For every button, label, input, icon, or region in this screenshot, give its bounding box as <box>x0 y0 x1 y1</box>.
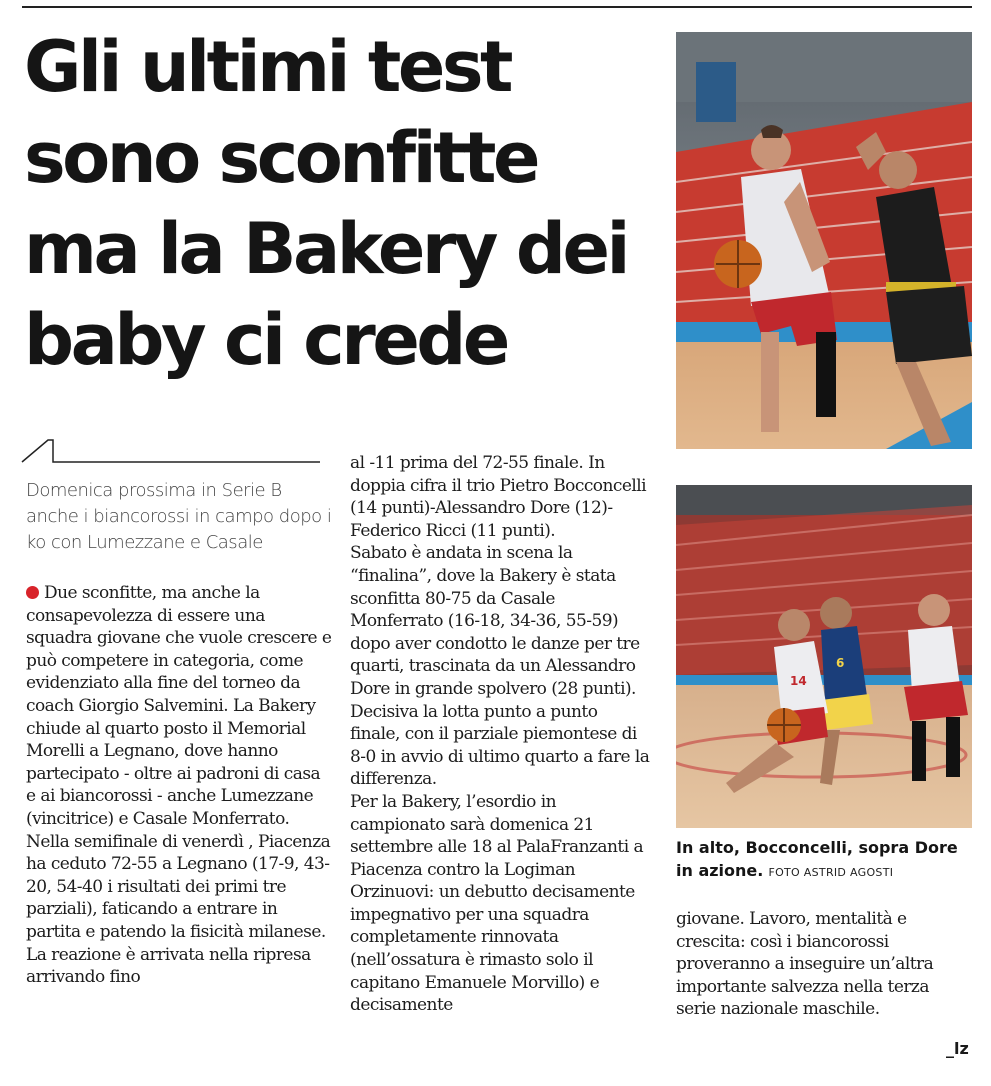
author-signature: _lz <box>946 1039 969 1058</box>
top-rule <box>22 6 972 8</box>
jersey-number-6: 6 <box>836 656 845 670</box>
body-paragraph: Sabato è andata in scena la “finalina”, dove la Bakery è stata sconfitta 80-75 da Casale Monferrato (16-18, 34-36, 55-59) dopo aver condotto le danze per tre quarti, trascinata da un Alessandro Dore in grande spolvero (28 punti). Decisiva la lotta punto a punto finale, con il parziale piemontese di 8-0 in avvio di ultimo quarto a fare la differenza. <box>350 543 650 790</box>
article-summary: Domenica prossima in Serie B anche i biancorossi in campo dopo i ko con Lumezzane e Casale <box>26 480 332 553</box>
photo-dore <box>676 485 972 828</box>
headline: Gli ultimi test sono sconfitte ma la Bakery dei baby ci crede <box>24 26 627 381</box>
body-paragraph: giovane. Lavoro, mentalità e crescita: così i biancorossi proveranno a inseguire un’altra importante salvezza nella terza serie nazionale maschile. <box>676 909 934 1020</box>
body-paragraph: Nella semifinale di venerdì , Piacenza ha ceduto 72-55 a Legnano (17-9, 43-20, 54-40 i risultati dei primi tre parziali), faticando a entrare in partita e patendo la fisicità milanese. La reazione è arrivata nella ripresa arrivando fino <box>26 831 331 988</box>
body-paragraph: Due sconfitte, ma anche la consapevolezza di essere una squadra giovane che vuole crescere e può competere in categoria, come evidenziato alla fine del torneo da coach Giorgio Salvemini. La Bakery chiude al quarto posto il Memorial Morelli a Legnano, dove hanno partecipato - oltre ai padroni di casa e ai biancorossi - anche Lumezzane (vincitrice) e Casale Monferrato. <box>26 583 332 829</box>
decorative-line-icon <box>20 436 322 466</box>
photo-credit: FOTO ASTRID AGOSTI <box>768 866 894 879</box>
article-body-column-1 <box>26 582 332 989</box>
caption-text: In alto, Bocconcelli, sopra Dore in azione. <box>676 838 958 880</box>
photo-caption <box>676 836 972 884</box>
article-body-column-2 <box>350 452 652 1017</box>
body-paragraph: Per la Bakery, l’esordio in campionato sarà domenica 21 settembre alle 18 al PalaFranzanti a Piacenza contro la Logiman Orzinuovi: un debutto decisamente impegnativo per una squadra completamente rinnovata (nell’ossatura è rimasto solo il capitano Emanuele Morvillo) e decisamente <box>350 791 644 1016</box>
body-paragraph: al -11 prima del 72-55 finale. In doppia cifra il trio Pietro Bocconcelli (14 punti)-Alessandro Dore (12)-Federico Ricci (11 punti). <box>350 453 647 541</box>
red-bullet-icon <box>26 586 39 599</box>
article-body-column-3 <box>676 908 972 1021</box>
photo-bocconcelli <box>676 32 972 449</box>
jersey-number-14: 14 <box>790 674 807 688</box>
